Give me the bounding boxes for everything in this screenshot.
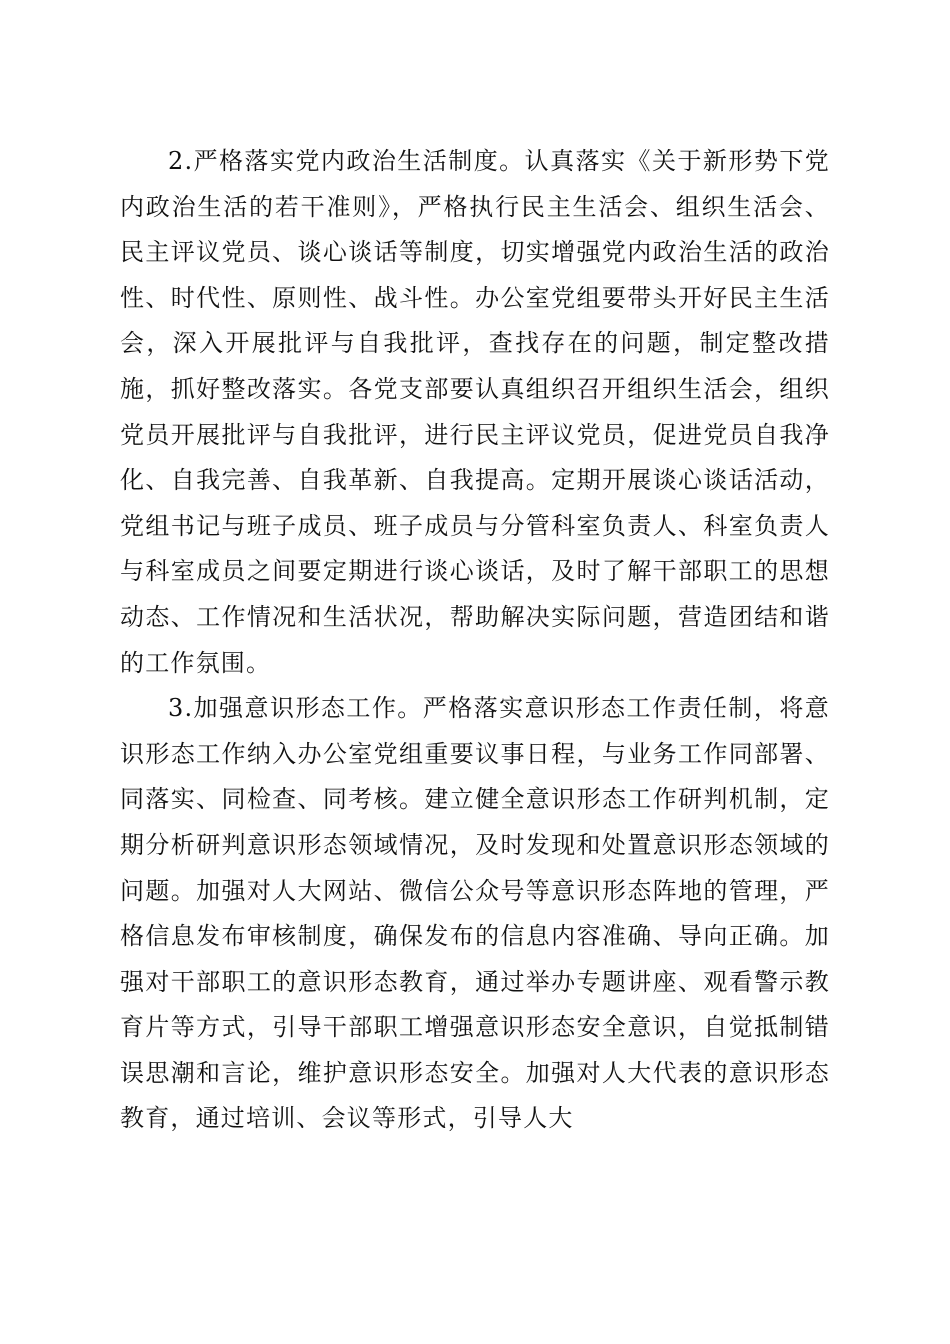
paragraph-party-political-life: 2.严格落实党内政治生活制度。认真落实《关于新形势下党内政治生活的若干准则》，严格执行民主生活会、组织生活会、民主评议党员、谈心谈话等制度，切实增强党内政治生活的政治性、时代性、原则性、战斗性。办公室党组要带头开好民主生活会，深入开展批评与自我批评，查找存在的问题，制定整改措施，抓好整改落实。各党支部要认真组织召开组织生活会，组织党员开展批评与自我批评，进行民主评议党员，促进党员自我净化、自我完善、自我革新、自我提高。定期开展谈心谈话活动，党组书记与班子成员、班子成员与分管科室负责人、科室负责人与科室成员之间要定期进行谈心谈话，及时了解干部职工的思想动态、工作情况和生活状况，帮助解决实际问题，营造团结和谐的工作氛围。 xyxy=(120,147,830,677)
paragraph-ideology-work: 3.加强意识形态工作。严格落实意识形态工作责任制，将意识形态工作纳入办公室党组重要议事日程，与业务工作同部署、同落实、同检查、同考核。建立健全意识形态工作研判机制，定期分析研判意识形态领域情况，及时发现和处置意识形态领域的问题。加强对人大网站、微信公众号等意识形态阵地的管理，严格信息发布审核制度，确保发布的信息内容准确、导向正确。加强对干部职工的意识形态教育，通过举办专题讲座、观看警示教育片等方式，引导干部职工增强意识形态安全意识，自觉抵制错误思潮和言论，维护意识形态安全。加强对人大代表的意识形态教育，通过培训、会议等形式，引导人大 xyxy=(120,694,830,1133)
document-body xyxy=(120,139,830,1142)
